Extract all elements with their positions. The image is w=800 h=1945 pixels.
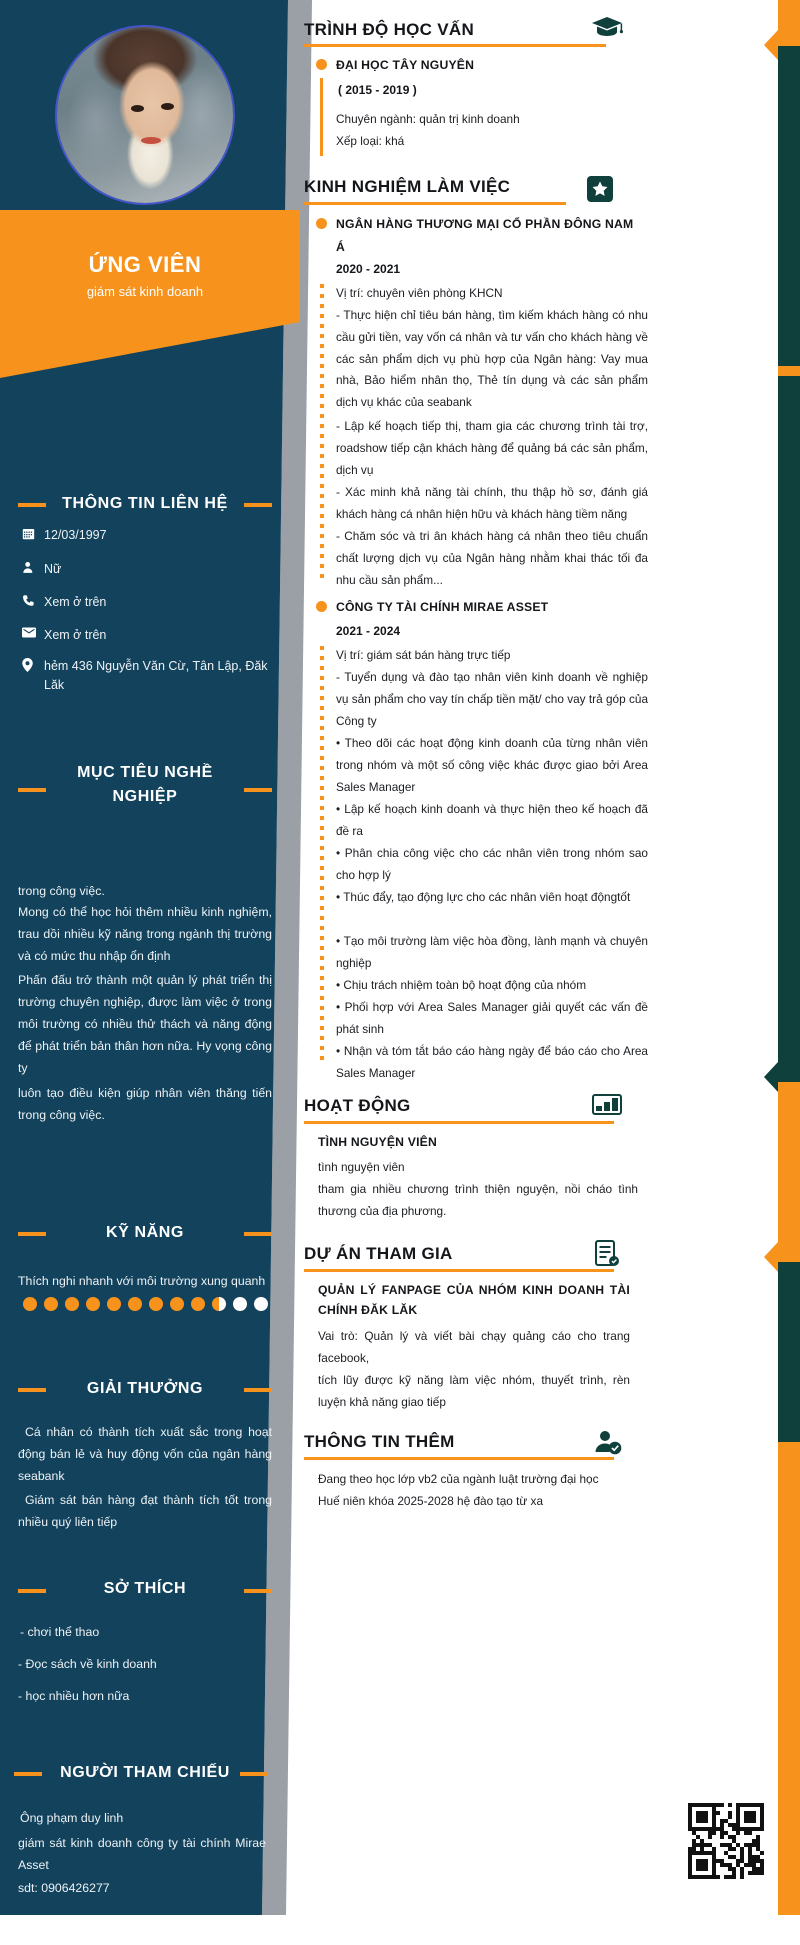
contact-value: hẻm 436 Nguyễn Văn Cừ, Tân Lập, Đăk Lăk — [44, 659, 268, 692]
hobbies-heading: SỞ THÍCH — [103, 1580, 187, 1597]
skill-dot-empty — [233, 1297, 247, 1311]
skill-rating-dots — [23, 1297, 268, 1311]
extra-line-2: Huế niên khóa 2025-2028 hệ đào tạo từ xa — [318, 1494, 543, 1508]
edge-accent-green — [778, 376, 800, 1082]
right-column — [296, 0, 800, 1915]
avatar — [55, 25, 235, 205]
job-detail: - Thực hiện chỉ tiêu bán hàng, tìm kiếm khách hàng có nhu cầu gửi tiền, vay vốn cá nhân và tư vấn cho khách hàng về các sản phẩm dịch vụ phù hợp của Ngân hàng: Vay mua nhà, Bảo hiểm nhân thọ, Thẻ tín dụng và các sản phẩm dịch vụ khác của seabank — [336, 308, 648, 410]
contact-row-address — [22, 657, 270, 695]
skill-dot — [44, 1297, 58, 1311]
education-school: ĐẠI HỌC TÂY NGUYÊN — [336, 58, 475, 72]
qr-cell — [760, 1875, 764, 1879]
edge-accent-orange — [778, 0, 800, 46]
reference-phone: sdt: 0906426277 — [18, 1881, 110, 1895]
edge-accent-green — [778, 46, 800, 366]
job-timeline-dotted — [320, 284, 324, 580]
edge-accent-green — [778, 1262, 800, 1442]
contact-heading: THÔNG TIN LIÊN HỆ — [62, 495, 228, 512]
job-detail: • Chịu trách nhiệm toàn bộ hoạt động của nhóm — [336, 978, 587, 992]
edge-accent-orange — [778, 1442, 800, 1915]
skill-dot — [191, 1297, 205, 1311]
job-detail: - Chăm sóc và tri ân khách hàng cá nhân theo tiêu chuẩn chất lượng dịch vụ của Ngân hàng nhằm khai thác tối đa nhu cầu sản phẩm... — [336, 529, 648, 587]
avatar-photo — [57, 27, 233, 203]
edge-accent-orange — [778, 1082, 800, 1262]
edge-notch-orange — [764, 1242, 778, 1272]
activity-icon — [592, 1092, 626, 1120]
education-timeline — [320, 78, 323, 156]
job-period: 2021 - 2024 — [336, 624, 401, 638]
education-bullet — [316, 59, 327, 70]
experience-rule — [304, 202, 566, 205]
awards-heading: GIẢI THƯỞNG — [86, 1380, 204, 1397]
reference-position: giám sát kinh doanh công ty tài chính Mirae Asset — [18, 1836, 266, 1872]
edge-notch-orange — [764, 30, 778, 60]
verified-user-icon — [594, 1428, 628, 1456]
job-role: Vị trí: giám sát bán hàng trực tiếp — [336, 648, 511, 662]
project-doc-icon — [594, 1240, 628, 1268]
star-badge-icon — [586, 175, 620, 203]
skill-dot-empty — [254, 1297, 268, 1311]
job-detail: • Theo dõi các hoạt động kinh doanh của từng nhân viên trong nhóm và một số công việc khác được giao bởi Area Sales Manager — [336, 736, 648, 794]
award-item-1: Cá nhân có thành tích xuất sắc trong hoạt động bán lẻ và huy động vốn của ngân hàng seabank — [18, 1425, 272, 1483]
contact-row-birthdate — [22, 526, 272, 545]
graduation-cap-icon — [590, 14, 624, 42]
job-period: 2020 - 2021 — [336, 262, 401, 276]
skills-heading: KỸ NĂNG — [106, 1224, 184, 1241]
job-timeline-dotted — [320, 646, 324, 1066]
education-major: Chuyên ngành: quản trị kinh doanh — [336, 112, 520, 126]
job-detail: • Lập kế hoạch kinh doanh và thực hiện theo kế hoạch đã đề ra — [336, 802, 648, 838]
job-role: Vị trí: chuyên viên phòng KHCN — [336, 286, 503, 300]
job-bullet — [316, 601, 327, 612]
job-detail: - Lập kế hoạch tiếp thị, tham gia các chương trình tài trợ, roadshow tiếp cận khách hàng để quảng bá các sản phẩm, dịch vụ — [336, 419, 648, 477]
reference-name: Ông phạm duy linh — [20, 1811, 124, 1825]
activities-rule — [304, 1121, 614, 1124]
job-company: NGÂN HÀNG THƯƠNG MẠI CỔ PHẦN ĐÔNG NAM — [336, 217, 634, 231]
avatar-detail — [131, 105, 144, 112]
mail-icon — [22, 626, 44, 638]
objective-heading-line2: NGHIỆP — [112, 788, 178, 805]
activity-line-2: tham gia nhiều chương trình thiện nguyện, nồi cháo tình thương của địa phương. — [318, 1182, 638, 1218]
skill-dot — [65, 1297, 79, 1311]
skill-label: Thích nghi nhanh với môi trường xung quanh — [18, 1274, 266, 1288]
extra-heading: THÔNG TIN THÊM — [304, 1432, 455, 1451]
objective-heading-line1: MỤC TIÊU NGHỀ — [77, 764, 213, 781]
contact-row-phone — [22, 593, 272, 612]
job-detail: - Xác minh khả năng tài chính, thu thập hồ sơ, đánh giá khách hàng cá nhân hiện hữu và khách hàng tiềm năng — [336, 485, 648, 521]
footer-bar — [0, 1915, 800, 1945]
avatar-detail — [141, 137, 161, 144]
project-title: QUẢN LÝ FANPAGE CỦA NHÓM KINH DOANH TÀI CHÍNH ĐĂK LĂK — [318, 1283, 630, 1317]
job-detail: • Nhận và tóm tắt báo cáo hàng ngày để báo cáo cho Area Sales Manager — [336, 1044, 648, 1080]
education-rule — [304, 44, 606, 47]
contact-value: Nữ — [44, 562, 62, 576]
skill-dot — [149, 1297, 163, 1311]
skill-dot — [107, 1297, 121, 1311]
hobby-item: - học nhiều hơn nữa — [18, 1689, 130, 1703]
contact-row-email — [22, 626, 272, 645]
contact-row-gender — [22, 560, 272, 579]
job-bullet — [316, 218, 327, 229]
education-period: ( 2015 - 2019 ) — [338, 83, 417, 97]
objective-line1: trong công việc. — [18, 884, 105, 898]
projects-heading: DỰ ÁN THAM GIA — [304, 1244, 453, 1263]
extra-rule — [304, 1457, 614, 1460]
candidate-name: ỨNG VIÊN — [88, 252, 202, 277]
avatar-detail — [161, 103, 174, 110]
job-detail: • Phân chia công việc cho các nhân viên trong nhóm sao cho hợp lý — [336, 846, 648, 882]
location-icon — [22, 657, 44, 672]
skill-dot — [170, 1297, 184, 1311]
candidate-job-title: giám sát kinh doanh — [86, 284, 204, 299]
award-item-2: Giám sát bán hàng đạt thành tích tốt trong nhiều quý liên tiếp — [18, 1493, 272, 1529]
calendar-icon — [22, 526, 44, 540]
edge-notch-green — [764, 1062, 778, 1092]
experience-heading: KINH NGHIỆM LÀM VIỆC — [304, 177, 511, 196]
skill-dot — [86, 1297, 100, 1311]
skill-dot — [128, 1297, 142, 1311]
edge-accent-orange — [778, 366, 800, 376]
contact-value: Xem ở trên — [44, 595, 107, 609]
projects-rule — [304, 1269, 614, 1272]
job-detail: • Tạo môi trường làm việc hòa đồng, lành mạnh và chuyên nghiệp — [336, 934, 648, 970]
hobby-item: - chơi thể thao — [20, 1625, 100, 1639]
activities-heading: HOẠT ĐỘNG — [304, 1096, 411, 1115]
extra-line-1: Đang theo học lớp vb2 của ngành luật trường đại học — [318, 1472, 599, 1486]
project-line-2: tích lũy được kỹ năng làm việc nhóm, thuyết trình, rèn luyện khả năng giao tiếp — [318, 1373, 630, 1409]
skill-dot — [23, 1297, 37, 1311]
education-grade: Xếp loại: khá — [336, 134, 405, 148]
contact-value: 12/03/1997 — [44, 528, 107, 542]
skill-dot-half — [212, 1297, 226, 1311]
job-detail: • Phối hợp với Area Sales Manager giải quyết các vấn đề phát sinh — [336, 1000, 648, 1036]
objective-paragraph-2: Phấn đấu trở thành một quản lý phát triển thị trường chuyên nghiệp, được làm việc ở trong môi trường có nhiều thử thách và năng động để phát triển bản thân hơn nữa. Hy vọng công ty — [18, 973, 272, 1075]
objective-paragraph-1: Mong có thể học hỏi thêm nhiều kinh nghiệm, trau dồi nhiều kỹ năng trong ngành thị trường và có mức thu nhập ổn định — [18, 905, 272, 963]
project-line-1: Vai trò: Quản lý và viết bài chạy quảng cáo cho trang facebook, — [318, 1329, 630, 1365]
activity-title: TÌNH NGUYỆN VIÊN — [318, 1135, 437, 1149]
job-detail: • Thúc đẩy, tạo động lực cho các nhân viên hoạt độngtốt — [336, 890, 631, 904]
reference-heading: NGƯỜI THAM CHIẾU — [60, 1764, 230, 1781]
job-detail: - Tuyển dụng và đào tạo nhân viên kinh doanh về nghiệp vụ sản phẩm cho vay tín chấp tiền mặt/ cho vay trả góp của Công ty — [336, 670, 648, 728]
left-column — [0, 0, 290, 1915]
activity-line-1: tình nguyện viên — [318, 1160, 405, 1174]
objective-paragraph-3: luôn tạo điều kiện giúp nhân viên thăng tiến trong công việc. — [18, 1086, 272, 1122]
qr-code — [688, 1803, 764, 1879]
person-icon — [22, 560, 44, 574]
education-heading: TRÌNH ĐỘ HỌC VẤN — [304, 20, 475, 39]
contact-value: Xem ở trên — [44, 628, 107, 642]
hobby-item: - Đọc sách về kinh doanh — [18, 1657, 157, 1671]
job-company: CÔNG TY TÀI CHÍNH MIRAE ASSET — [336, 600, 549, 614]
job-company-cont: Á — [336, 240, 346, 254]
phone-icon — [22, 593, 44, 607]
